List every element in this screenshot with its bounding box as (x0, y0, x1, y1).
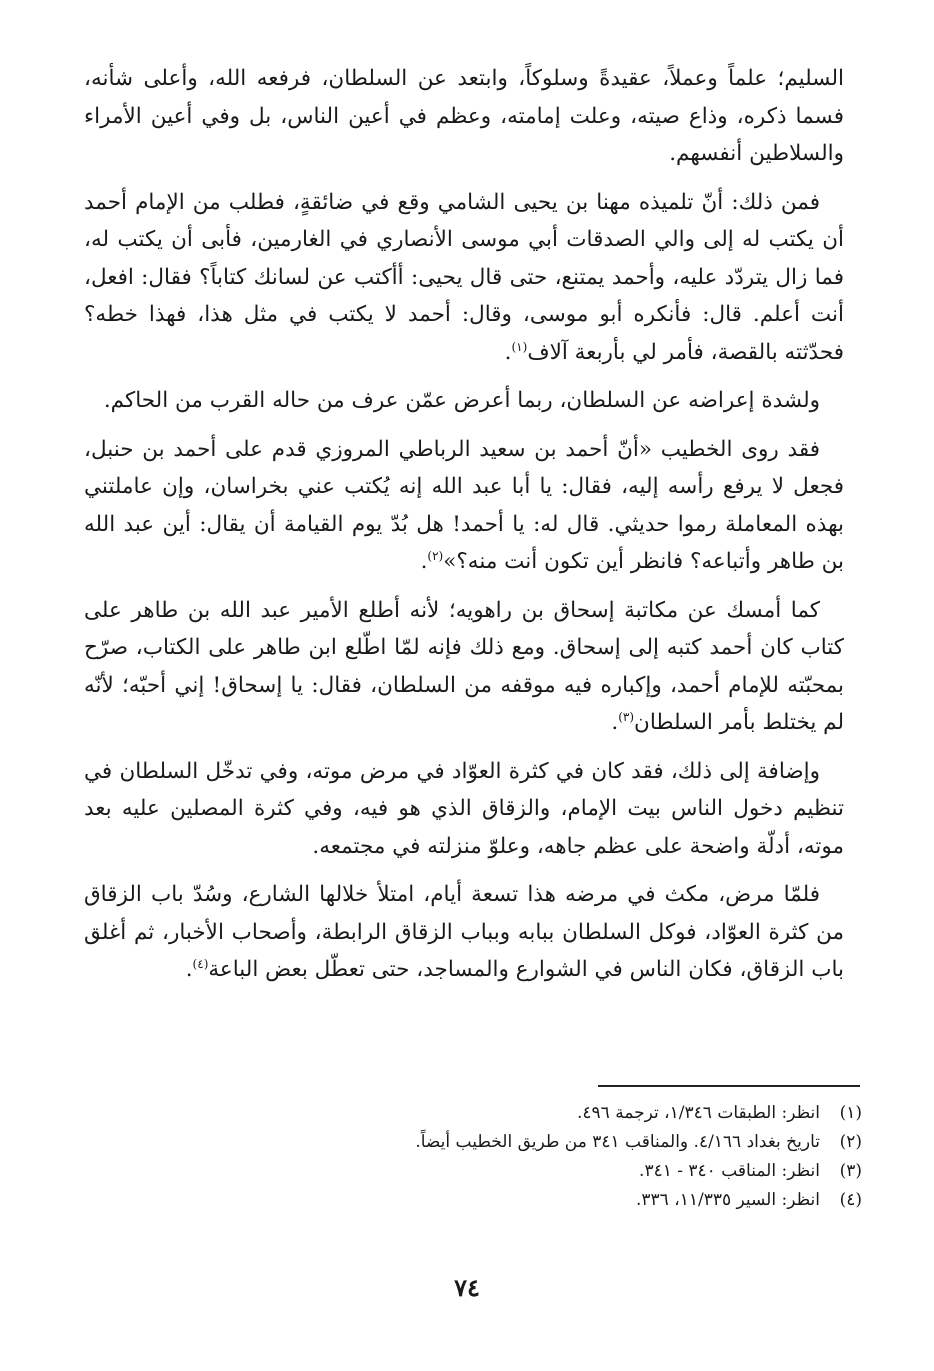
footnote (82, 1186, 862, 1215)
footnote (82, 1099, 862, 1128)
footnote-ref[interactable]: (٣) (618, 709, 635, 724)
paragraph: فمن ذلك: أنّ تلميذه مهنا بن يحيى الشامي وقع في ضائقةٍ، فطلب من الإمام أحمد أن يكتب له إلى والي الصدقات أبي موسى الأنصاري في الغارمين، فأبى أن يكتب له، فما زال يتردّد عليه، وأحمد يمتنع، حتى قال يحيى: أأكتب عن لسانك كتاباً؟ فقال: افعل، أنت أعلم. قال: فأنكره أبو موسى، وقال: أحمد لا يكتب في مثل هذا، فهذا خطه؟ فحدّثته بالقصة، فأمر لي بأربعة آلاف$^{(١)}$. (84, 189, 844, 365)
paragraph: السليم؛ علماً وعملاً، عقيدةً وسلوكاً، وابتعد عن السلطان، فرفعه الله، وأعلى شأنه، فسما ذكره، وذاع صيته، وعلت إمامته، وعظم في أعين الناس، بل وفي أعين الأمراء والسلاطين أنفسهم. (84, 66, 844, 166)
footnote-text: انظر: المناقب ٣٤٠ - ٣٤١. (639, 1161, 820, 1181)
paragraph: وإضافة إلى ذلك، فقد كان في كثرة العوّاد في مرض موته، وفي تدخّل السلطان في تنظيم دخول الناس بيت الإمام، والزقاق الذي هو فيه، وفي كثرة المصلين عليه بعد موته، أدلّة واضحة على عظم جاهه، وعلوّ منزلته في مجتمعه. (84, 758, 844, 859)
footnote-number: (١) (839, 1103, 862, 1123)
page-number: ٧٤ (454, 1273, 480, 1302)
footnote-ref[interactable]: (٢) (427, 548, 444, 563)
footnote-ref[interactable]: (١) (511, 339, 528, 354)
footnotes (82, 1099, 862, 1215)
footnote-number: (٣) (839, 1161, 862, 1181)
main-text (84, 60, 844, 1000)
footnote (82, 1128, 862, 1157)
paragraph: كما أمسك عن مكاتبة إسحاق بن راهويه؛ لأنه أطلع الأمير عبد الله بن طاهر على كتاب كان أحمد كتبه إلى إسحاق. ومع ذلك فإنه لمّا اطّلع ابن طاهر على الكتاب، صرّح بمحبّته للإمام أحمد، وإكباره فيه موقفه من السلطان، فقال: يا إسحاق! إني أحبّه؛ لأنّه لم يختلط بأمر السلطان$^{(٣)}$. (84, 597, 844, 735)
footnote (82, 1157, 862, 1186)
footnote-text: انظر: الطبقات ١/٣٤٦، ترجمة ٤٩٦. (576, 1103, 820, 1123)
footnote-number: (٢) (839, 1132, 862, 1152)
paragraph: ولشدة إعراضه عن السلطان، ربما أعرض عمّن عرف من حاله القرب من الحاكم. (103, 388, 820, 413)
paragraph: فقد روى الخطيب «أنّ أحمد بن سعيد الرباطي المروزي قدم على أحمد بن حنبل، فجعل لا يرفع رأسه إليه، فقال: يا أبا عبد الله إنه يُكتب عني بخراسان، وإن عاملتني بهذه المعاملة رموا حديثي. قال له: يا أحمد! هل بُدّ يوم القيامة أن يقال: أين عبد الله بن طاهر وأتباعه؟ فانظر أين تكون أنت منه؟»$^{(٢)}$. (84, 436, 844, 574)
footnote-text: انظر: السير ١١/٣٣٥، ٣٣٦. (636, 1190, 820, 1210)
footnote-divider (598, 1085, 860, 1087)
footnote-text: تاريخ بغداد ٤/١٦٦. والمناقب ٣٤١ من طريق الخطيب أيضاً. (415, 1132, 820, 1152)
paragraph: فلمّا مرض، مكث في مرضه هذا تسعة أيام، امتلأ خلالها الشارع، وسُدّ باب الزقاق من كثرة العوّاد، فوكل السلطان ببابه وبباب الزقاق الرابطة، وأصحاب الأخبار، ثم أغلق باب الزقاق، فكان الناس في الشوارع والمساجد، حتى تعطّل بعض الباعة$^{(٤)}$. (84, 882, 844, 982)
footnote-ref[interactable]: (٤) (192, 956, 209, 971)
footnote-number: (٤) (839, 1190, 862, 1210)
